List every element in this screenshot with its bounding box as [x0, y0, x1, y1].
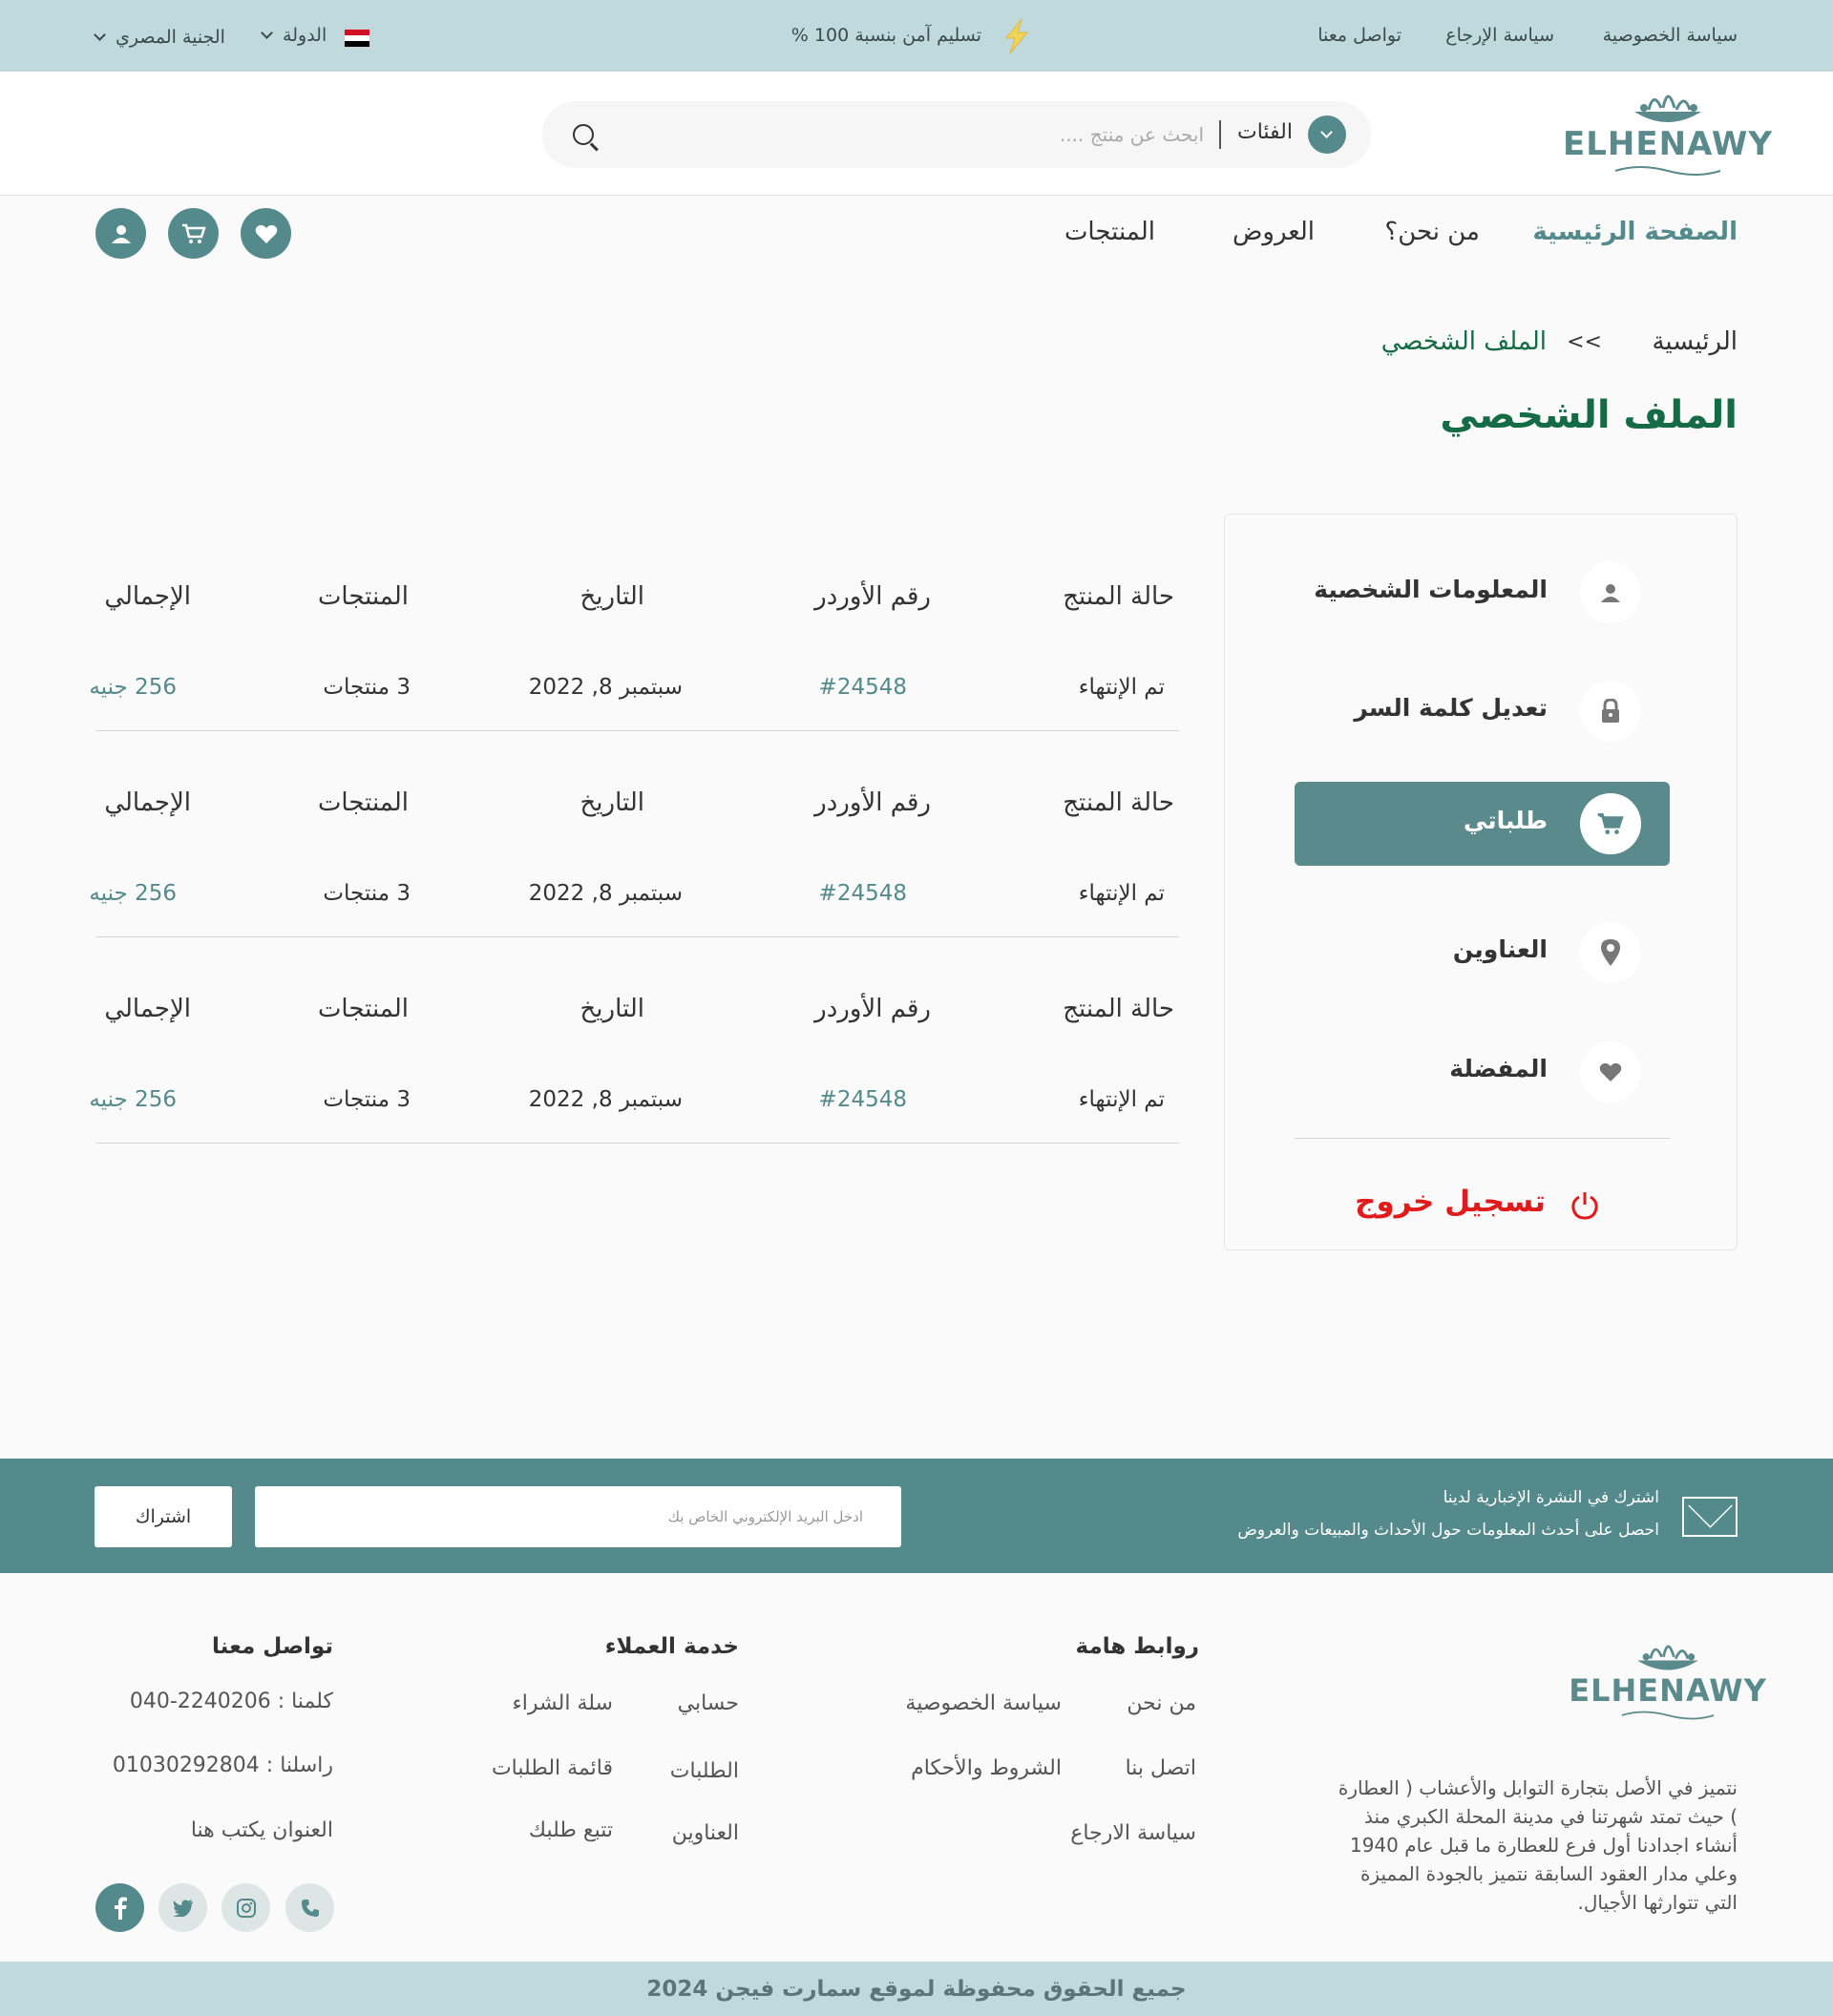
order-products: 3 منتجات	[323, 1087, 411, 1112]
footer-description: نتميز في الأصل بتجارة التوابل والأعشاب ( العطارة ) حيث تمتد شهرتنا في مدينة المحلة الكبري منذ أنشاء اجدادنا أول فرع للعطارة ما قبل عام 1940 وعلي مدار العقود السابقة نتميز بالجودة المميزة التي تتوارثها الأجيال.	[1338, 1776, 1738, 1914]
twitter-social-button[interactable]	[158, 1883, 207, 1932]
breadcrumb-current: الملف الشخصي	[1380, 327, 1547, 356]
phone-social-button[interactable]	[285, 1883, 334, 1932]
order-date: سبتمبر 8, 2022	[528, 881, 683, 906]
order-total: 256 جنيه	[89, 881, 177, 906]
return-policy-link[interactable]: سياسة الإرجاع	[1445, 25, 1554, 46]
cart-button[interactable]	[168, 208, 219, 259]
nav-products[interactable]: المنتجات	[1064, 218, 1155, 246]
footer-link-returns[interactable]: سياسة الارجاع	[1070, 1821, 1196, 1845]
order-total: 256 جنيه	[89, 675, 177, 700]
footer-logo[interactable]	[1569, 1634, 1767, 1722]
order-date: سبتمبر 8, 2022	[528, 1087, 683, 1112]
search-divider	[1219, 120, 1221, 149]
subscribe-button[interactable]: اشتراك	[95, 1486, 232, 1547]
nav-about[interactable]: من نحن؟	[1384, 218, 1480, 246]
footer-phone[interactable]: كلمنا : 2240206-040	[129, 1690, 333, 1713]
newsletter-email-input[interactable]	[255, 1486, 901, 1547]
nav-home[interactable]: الصفحة الرئيسية	[1532, 218, 1738, 246]
order-total: 256 جنيه	[89, 1087, 177, 1112]
main-header	[0, 72, 1833, 196]
header-order-number: رقم الأوردر	[814, 995, 931, 1023]
sidebar-item-label: المعلومات الشخصية	[1314, 576, 1548, 603]
footer-link-privacy[interactable]: سياسة الخصوصية	[905, 1691, 1062, 1715]
order-number[interactable]: #24548	[818, 881, 907, 906]
header-total: الإجمالي	[104, 788, 191, 817]
newsletter-bar	[0, 1459, 1833, 1573]
order-card[interactable]	[89, 731, 1179, 937]
newsletter-title: اشترك في النشرة الإخبارية لدينا	[1443, 1488, 1659, 1507]
order-card[interactable]	[89, 525, 1179, 731]
envelope-icon	[1682, 1497, 1738, 1537]
nav-offers[interactable]: العروض	[1232, 218, 1315, 246]
location-icon	[1600, 938, 1621, 967]
header-status: حالة المنتج	[1063, 995, 1174, 1023]
copyright-bar: جميع الحقوق محفوظة لموقع سمارت فيجن 2024	[0, 1962, 1833, 2016]
lightning-icon	[1001, 17, 1033, 55]
country-selector[interactable]	[263, 25, 327, 46]
icon-wrap	[1580, 922, 1641, 983]
sidebar-item-my-orders[interactable]	[1295, 782, 1670, 866]
footer-mobile[interactable]: راسلنا : 01030292804	[112, 1754, 333, 1777]
breadcrumb-home[interactable]: الرئيسية	[1652, 327, 1738, 356]
header-date: التاريخ	[579, 995, 644, 1023]
logo-herb-bowl-icon	[1620, 1634, 1716, 1676]
footer-link-about[interactable]: من نحن	[1127, 1691, 1196, 1715]
sidebar-item-label: طلباتي	[1463, 807, 1548, 834]
header-total: الإجمالي	[104, 995, 191, 1023]
country-label: الدولة	[283, 25, 327, 46]
heart-icon	[255, 223, 278, 244]
privacy-policy-link[interactable]: سياسة الخصوصية	[1602, 25, 1738, 46]
logo-text: ELHENAWY	[1563, 125, 1773, 163]
contact-link[interactable]: تواصل معنا	[1317, 25, 1401, 46]
search-icon[interactable]	[573, 124, 594, 145]
logo-text: ELHENAWY	[1569, 1672, 1767, 1709]
order-date: سبتمبر 8, 2022	[528, 675, 683, 700]
footer-link-track-order[interactable]: تتبع طلبك	[528, 1818, 613, 1842]
logout-button[interactable]	[1295, 1173, 1670, 1240]
wishlist-button[interactable]	[241, 208, 291, 259]
header-products: المنتجات	[317, 788, 409, 817]
sidebar-item-personal-info[interactable]	[1295, 551, 1670, 635]
footer-link-orders[interactable]: الطلبات	[669, 1759, 739, 1783]
chevron-down-icon	[261, 27, 273, 39]
sidebar-item-label: المفضلة	[1449, 1055, 1548, 1082]
footer-service-title: خدمة العملاء	[604, 1634, 739, 1659]
header-date: التاريخ	[579, 582, 644, 611]
egypt-flag-icon	[344, 29, 370, 48]
site-logo[interactable]	[1563, 83, 1773, 178]
heart-icon	[1599, 1061, 1622, 1082]
phone-icon	[301, 1899, 320, 1918]
footer-address: العنوان يكتب هنا	[190, 1818, 333, 1842]
facebook-social-button[interactable]	[95, 1883, 144, 1932]
footer-links-title: روابط هامة	[1075, 1634, 1199, 1659]
footer-link-contact[interactable]: اتصل بنا	[1125, 1756, 1196, 1780]
order-status: تم الإنتهاء	[1078, 881, 1165, 906]
user-icon	[1600, 582, 1621, 603]
logo-ornament-icon	[1611, 163, 1725, 178]
categories-label[interactable]: الفئات	[1237, 120, 1293, 144]
sidebar-item-label: العناوين	[1452, 935, 1548, 963]
facebook-icon	[114, 1897, 127, 1920]
twitter-icon	[173, 1900, 194, 1917]
footer-link-terms[interactable]: الشروط والأحكام	[911, 1756, 1062, 1780]
sidebar-item-change-password[interactable]	[1295, 669, 1670, 753]
search-input[interactable]	[688, 115, 1204, 155]
top-bar	[0, 0, 1833, 72]
header-order-number: رقم الأوردر	[814, 582, 931, 611]
footer-link-addresses[interactable]: العناوين	[671, 1821, 739, 1845]
cart-icon	[1597, 811, 1624, 836]
sidebar-item-label: تعديل كلمة السر	[1354, 694, 1548, 722]
power-icon	[1570, 1190, 1599, 1221]
chevron-down-icon	[94, 29, 106, 41]
newsletter-subtitle: احصل على أحدث المعلومات حول الأحداث والمبيعات والعروض	[1237, 1521, 1659, 1540]
sidebar-divider	[1295, 1138, 1670, 1139]
icon-wrap	[1580, 681, 1641, 742]
footer-link-account[interactable]: حسابي	[677, 1691, 739, 1715]
order-number[interactable]: #24548	[818, 1087, 907, 1112]
icon-wrap	[1580, 1041, 1641, 1102]
icon-wrap	[1580, 793, 1641, 854]
header-products: المنتجات	[317, 995, 409, 1023]
cart-icon	[181, 222, 206, 245]
categories-dropdown-button[interactable]	[1308, 116, 1346, 154]
account-button[interactable]	[95, 208, 146, 259]
order-card[interactable]	[89, 937, 1179, 1144]
logo-herb-bowl-icon	[1615, 83, 1720, 129]
header-total: الإجمالي	[104, 582, 191, 611]
footer-link-order-list[interactable]: قائمة الطلبات	[491, 1756, 613, 1780]
user-icon	[111, 223, 132, 244]
header-products: المنتجات	[317, 582, 409, 611]
breadcrumb-separator: >>	[1567, 330, 1602, 354]
order-products: 3 منتجات	[323, 675, 411, 700]
header-status: حالة المنتج	[1063, 582, 1174, 611]
footer-link-cart[interactable]: سلة الشراء	[512, 1691, 613, 1715]
header-status: حالة المنتج	[1063, 788, 1174, 817]
profile-sidebar	[1224, 514, 1738, 1250]
instagram-social-button[interactable]	[221, 1883, 270, 1932]
logout-label: تسجيل خروج	[1355, 1185, 1546, 1219]
lock-icon	[1600, 699, 1621, 724]
order-products: 3 منتجات	[323, 881, 411, 906]
page-title: الملف الشخصي	[1440, 393, 1738, 437]
currency-selector[interactable]	[95, 27, 225, 48]
currency-label: الجنية المصري	[116, 27, 225, 48]
order-number[interactable]: #24548	[818, 675, 907, 700]
header-date: التاريخ	[579, 788, 644, 817]
header-order-number: رقم الأوردر	[814, 788, 931, 817]
logo-ornament-icon	[1615, 1709, 1720, 1722]
delivery-text: تسليم آمن بنسبة 100 %	[790, 25, 981, 46]
order-status: تم الإنتهاء	[1078, 1087, 1165, 1112]
instagram-icon	[236, 1898, 257, 1919]
search-bar	[542, 101, 1371, 168]
footer-contact-title: تواصل معنا	[212, 1634, 333, 1659]
sidebar-item-favorites[interactable]	[1295, 1030, 1670, 1114]
order-status: تم الإنتهاء	[1078, 675, 1165, 700]
sidebar-item-addresses[interactable]	[1295, 911, 1670, 995]
icon-wrap	[1580, 562, 1641, 623]
